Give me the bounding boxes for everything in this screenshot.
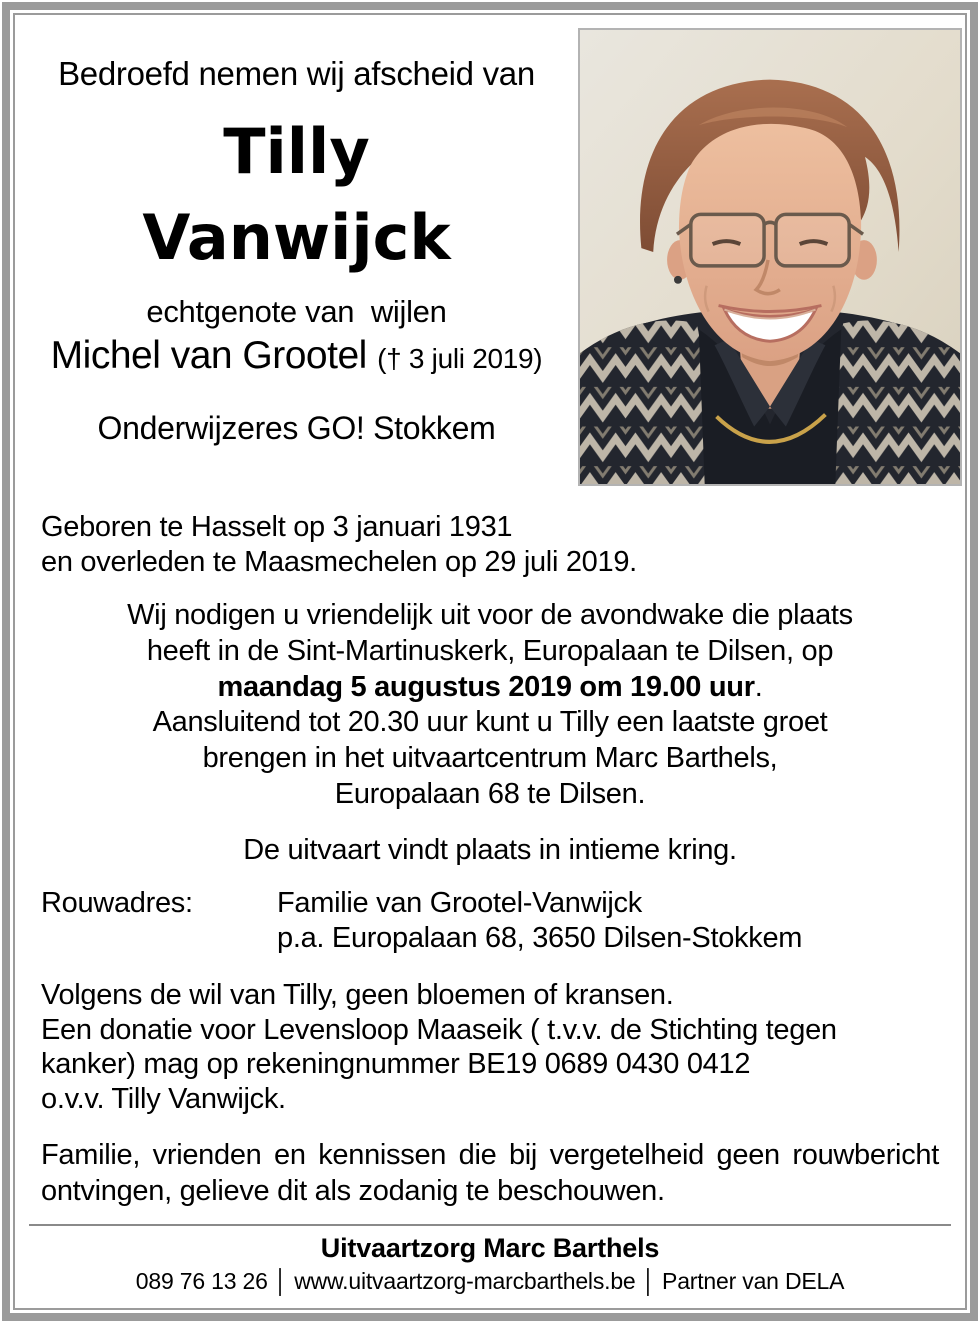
portrait-illustration (580, 30, 960, 484)
obituary-card-frame (2, 2, 978, 1321)
wake-datetime: maandag 5 augustus 2019 om 19.00 uur (217, 670, 755, 703)
donation-line: Volgens de wil van Tilly, geen bloemen of kransen. (41, 978, 674, 1011)
wake-line: heeft in de Sint-Martinuskerk, Europalaan te Dilsen, op (146, 634, 834, 667)
funeral-home-contact: 089 76 13 26 │ www.uitvaartzorg-marcbarthels.be │ Partner van DELA (135, 1267, 845, 1294)
born-line: Geboren te Hasselt op 3 januari 1931 (41, 511, 513, 543)
header-text-column (15, 15, 578, 447)
donation-line: Een donatie voor Levensloop Maaseik ( t.v.v. de Stichting tegen (41, 1013, 837, 1046)
private-funeral-note: De uitvaart vindt plaats in intieme kring. (243, 834, 737, 867)
wake-datetime-period: . (754, 670, 763, 703)
wake-line: Aansluitend tot 20.30 uur kunt u Tilly een laatste groet (152, 706, 828, 739)
footer-divider (29, 1224, 951, 1226)
birth-death-section (15, 510, 965, 580)
deceased-last-name: Vanwijck (142, 200, 451, 274)
earring (674, 276, 682, 284)
donation-line: kanker) mag op rekeningnummer BE19 0689 0430 0412 (41, 1048, 751, 1081)
mourning-address-family: Familie van Grootel-Vanwijck (277, 887, 642, 920)
spouse-name: Michel van Grootel (50, 334, 367, 378)
header-section (15, 15, 965, 486)
obituary-card (13, 13, 967, 1310)
wake-invitation (15, 598, 965, 814)
mourning-address-section (15, 886, 965, 956)
portrait-photo (578, 28, 962, 486)
wake-line: brengen in het uitvaartcentrum Marc Barthels, (202, 742, 778, 775)
donation-section (15, 978, 965, 1117)
wake-line: Europalaan 68 te Dilsen. (334, 778, 646, 811)
wake-line: Wij nodigen u vriendelijk uit voor de avondwake die plaats (127, 598, 853, 631)
mourning-address-street: p.a. Europalaan 68, 3650 Dilsen-Stokkem (277, 921, 803, 954)
mourning-address-value (277, 886, 802, 956)
deceased-name (15, 109, 578, 280)
wake-datetime-line (41, 670, 939, 706)
spouse-line (15, 334, 578, 378)
died-line: en overleden te Maasmechelen op 29 juli 2019. (41, 545, 637, 578)
deceased-first-name: Tilly (223, 115, 370, 188)
donation-line: o.v.v. Tilly Vanwijck. (41, 1083, 286, 1116)
spouse-death-date: († 3 juli 2019) (377, 343, 543, 375)
mourning-address-label: Rouwadres: (41, 887, 193, 920)
profession-line: Onderwijzeres GO! Stokkem (97, 410, 496, 447)
relation-line: echtgenote van wijlen (146, 294, 447, 330)
intro-line: Bedroefd nemen wij afscheid van (58, 55, 535, 92)
notice-paragraph: Familie, vrienden en kennissen die bij vergetelheid geen rouwbericht ontvingen, gelieve dit als zodanig te beschouwen. (41, 1138, 939, 1208)
funeral-home-name: Uitvaartzorg Marc Barthels (320, 1232, 660, 1263)
